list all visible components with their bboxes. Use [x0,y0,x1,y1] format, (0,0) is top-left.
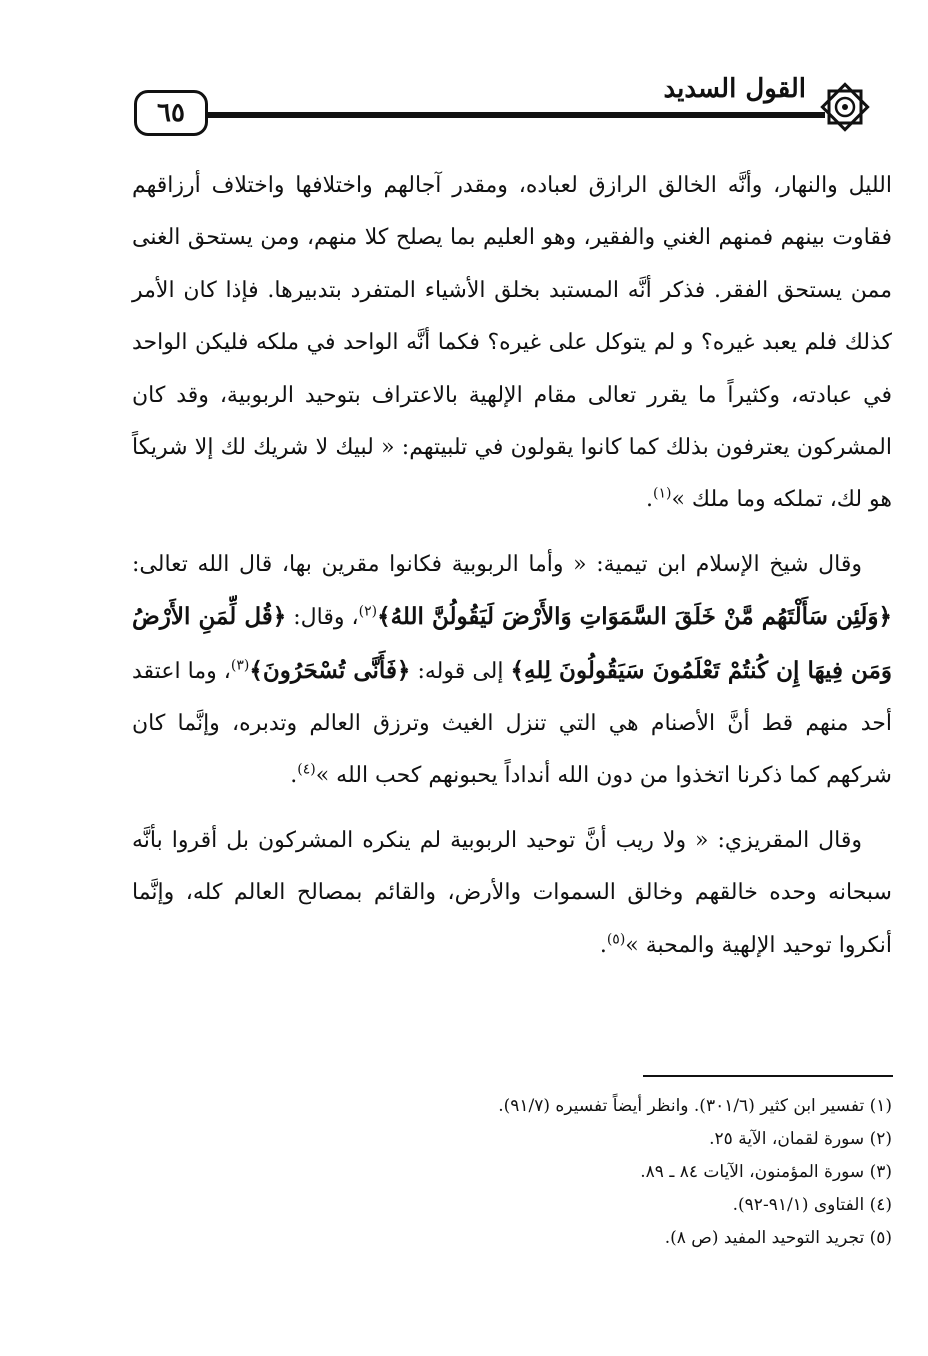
paragraph-text: . [646,487,653,513]
paragraph-text: وقال المقريزي: « ولا ريب أنَّ توحيد الربوبية لم ينكره المشركون بل أقروا بأنَّه سبحانه وحده خالقهم وخالق السموات والأرض، والقائم بمصالح العالم كله، وإنَّما أنكروا توحيد الإلهية والمحبة » [132,827,892,958]
footnote-1: (١) تفسير ابن كثير (٣٠١/٦). وانظر أيضاً تفسيره (٩١/٧). [498,1096,892,1116]
paragraph-text: إلى قوله: [410,658,511,684]
paragraph-text: الليل والنهار، وأنَّه الخالق الرازق لعباده، ومقدر آجالهم واختلافها واختلاف أرزاقهم فقاوت بينهم فمنهم الغني والفقير، وهو العليم بما يصلح كلا منهم، ومن يستحق الغنى ممن يستحق الفقر. فذكر أنَّه المستبد بخلق الأشياء المتفرد بتدبيرها. فإذا كان الأمر كذلك فلم يعبد غيره؟ و لم يتوكل على غيره؟ فكما أنَّه الواحد في ملكه فليكن الواحد في عبادته، وكثيراً ما يقرر تعالى مقام الإلهية بالاعتراف بتوحيد الربوبية، وقد كان المشركون يعترفون بذلك كما كانوا يقولون في تلبيتهم: « لبيك لا شريك لك إلا شريكاً هو لك، تملكه وما ملك » [132,173,892,513]
paragraph-text: ، وقال: [286,605,359,631]
quran-verse: ﴿وَلَئِن سَأَلْتَهُم مَّنْ خَلَقَ السَّمَوَاتِ وَالأَرْضَ لَيَقُولُنَّ اللهُ﴾ [377,603,892,631]
paragraph-2 [132,539,892,803]
footnote-ref-5: (٥) [606,931,626,948]
page-header [120,72,890,152]
footnote-3: (٣) سورة المؤمنون، الآيات ٨٤ ـ ٨٩. [640,1162,892,1182]
footnote-4: (٤) الفتاوى (٩١/١-٩٢). [732,1195,892,1215]
paragraph-3 [132,815,892,972]
paragraph-text: . [290,763,298,789]
quran-verse: ﴿قُل لِّمَنِ الأَرْضُ وَمَن فِيهَا إِن كُنتُمْ تَعْلَمُونَ سَيَقُولُونَ لِلهِ﴾ [132,603,892,684]
footnotes [132,1090,892,1255]
footnote-ref-3: (٣) [230,657,250,674]
book-title: القول السديد [657,74,812,104]
paragraph-text: ، وما اعتقد أحد منهم قط أنَّ الأصنام هي التي تنزل الغيث وترزق العالم وتدبره، وإنَّما كان شركهم كما ذكرنا اتخذوا من دون الله أنداداً يحبونهم كحب الله » [132,658,892,789]
footnote-ref-4: (٤) [297,762,316,779]
page-number: ٦٥ [134,90,208,136]
quran-verse: ﴿فَأَنَّى تُسْحَرُونَ﴾ [249,656,411,684]
footnote-separator [643,1075,893,1077]
footnote-5: (٥) تجريد التوحيد المفيد (ص ٨). [664,1228,892,1248]
paragraph-1 [132,160,892,527]
footnote-ref-1: (١) [653,486,672,503]
main-text [132,160,892,972]
islamic-star-ornament-icon [818,80,872,134]
footnote-ref-2: (٢) [358,603,378,620]
footnote-2: (٢) سورة لقمان، الآية ٢٥. [709,1129,892,1149]
header-rule [205,112,825,118]
paragraph-text: وقال شيخ الإسلام ابن تيمية: « وأما الربوبية فكانوا مقرين بها، قال الله تعالى: [132,551,862,577]
paragraph-text: . [599,932,607,958]
